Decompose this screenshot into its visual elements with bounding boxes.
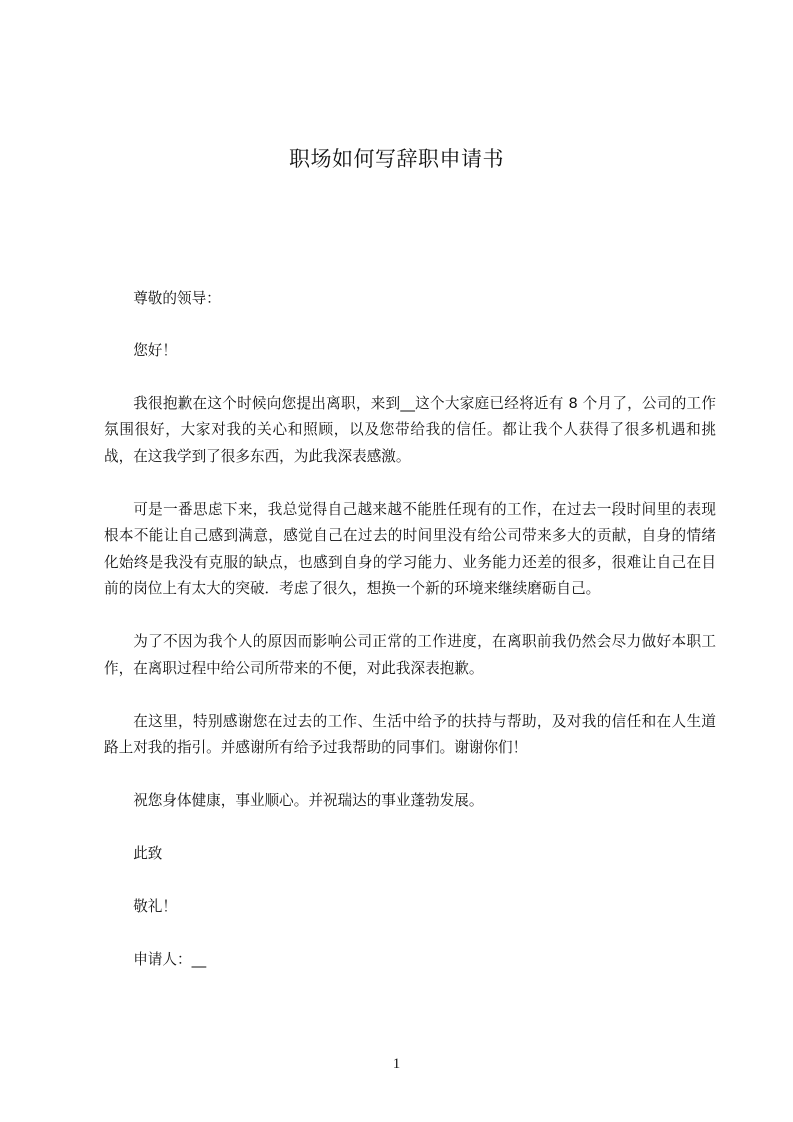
paragraph-wishes: 祝您身体健康，事业顺心。并祝瑞达的事业蓬勃发展。 xyxy=(133,792,484,809)
closing-line: 此致 xyxy=(133,845,163,862)
closing-salute: 敬礼！ xyxy=(133,898,177,915)
page-number: 1 xyxy=(392,1056,401,1072)
letter-body xyxy=(104,286,716,1000)
paragraph-thanks: 在这里，特别感谢您在过去的工作、生活中给予的扶持与帮助，及对我的信任和在人生道路上对我的指引。并感谢所有给予过我帮助的同事们。谢谢你们！ xyxy=(104,712,716,756)
greeting: 您好！ xyxy=(133,341,177,359)
document-title: 职场如何写辞职申请书 xyxy=(289,147,504,171)
paragraph-gratitude: 我很抱歉在这个时候向您提出离职，来到__这个大家庭已经将近有 8 个月了，公司的工作氛围很好，大家对我的关心和照顾，以及您带给我的信任。都让我个人获得了很多机遇和挑战，在这我学到了很多东西，为此我深表感激。 xyxy=(104,394,716,465)
signature-line: 申请人：__ xyxy=(133,951,207,968)
salutation: 尊敬的领导： xyxy=(133,290,221,307)
paragraph-reason: 可是一番思虑下来，我总觉得自己越来越不能胜任现有的工作，在过去一段时间里的表现根本不能让自己感到满意，感觉自己在过去的时间里没有给公司带来多大的贡献，自身的情绪化始终是我没有克服的缺点，也感到自身的学习能力、业务能力还差的很多，很难让自己在目前的岗位上有太大的突破．考虑了很久，想换一个新的环境来继续磨砺自己。 xyxy=(104,500,716,597)
paragraph-handover: 为了不因为我个人的原因而影响公司正常的工作进度，在离职前我仍然会尽力做好本职工作，在离职过程中给公司所带来的不便，对此我深表抱歉。 xyxy=(104,633,716,677)
